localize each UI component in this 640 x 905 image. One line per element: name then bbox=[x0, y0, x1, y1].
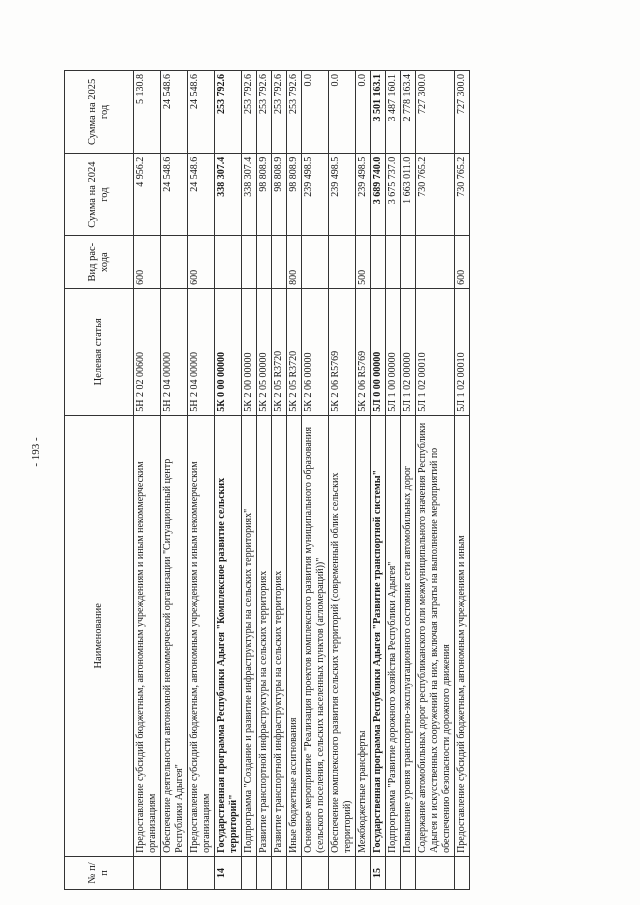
table-row bbox=[134, 71, 161, 890]
row-code: 5Л 1 00 00000 bbox=[386, 288, 401, 415]
row-sum-2025: 727 300.0 bbox=[416, 71, 455, 154]
header-sum-2024: Сумма на 2024 год bbox=[65, 153, 134, 236]
row-name: Обеспечение комплексного развития сельских территорий (современный облик сельских территорий) bbox=[329, 415, 356, 856]
table-row bbox=[215, 71, 242, 890]
page-number-text: - 193 - bbox=[30, 437, 42, 467]
row-sum-2025: 3 487 160.1 bbox=[386, 71, 401, 154]
table-row bbox=[242, 71, 257, 890]
table-header-row bbox=[65, 71, 134, 890]
header-index: № п/п bbox=[65, 856, 134, 889]
row-sum-2024: 3 689 740.0 bbox=[371, 153, 386, 236]
table-row bbox=[329, 71, 356, 890]
row-sum-2024: 4 956.2 bbox=[134, 153, 161, 236]
row-kind bbox=[371, 236, 386, 288]
row-sum-2024: 1 663 011.0 bbox=[401, 153, 416, 236]
table-row bbox=[386, 71, 401, 890]
row-code: 5Н 2 04 00000 bbox=[188, 288, 215, 415]
row-sum-2025: 253 792.6 bbox=[215, 71, 242, 154]
budget-table-container bbox=[64, 70, 549, 890]
row-sum-2024: 338 307.4 bbox=[215, 153, 242, 236]
row-code: 5К 2 00 00000 bbox=[242, 288, 257, 415]
header-kind: Вид рас-хода bbox=[65, 236, 134, 288]
row-sum-2025: 253 792.6 bbox=[257, 71, 272, 154]
row-sum-2025: 2 778 163.4 bbox=[401, 71, 416, 154]
row-kind bbox=[386, 236, 401, 288]
table-row bbox=[272, 71, 287, 890]
row-index bbox=[401, 856, 416, 889]
row-kind bbox=[257, 236, 272, 288]
row-sum-2025: 727 300.0 bbox=[455, 71, 470, 154]
row-code: 5Н 2 02 00600 bbox=[134, 288, 161, 415]
row-sum-2025: 0.0 bbox=[356, 71, 371, 154]
table-row bbox=[287, 71, 302, 890]
row-code: 5Л 1 02 00010 bbox=[455, 288, 470, 415]
row-sum-2024: 3 675 737.0 bbox=[386, 153, 401, 236]
row-kind: 600 bbox=[188, 236, 215, 288]
row-sum-2024: 239 498.5 bbox=[356, 153, 371, 236]
row-kind: 500 bbox=[356, 236, 371, 288]
row-name: Содержание автомобильных дорог республиканского или межмуниципального значения Республики Адыгея и искусственных сооружений на них, включая затраты на выполнение мероприятий по обеспечению безопасности дорожного движения bbox=[416, 415, 455, 856]
table-row bbox=[455, 71, 470, 890]
header-name: Наименование bbox=[65, 415, 134, 856]
row-sum-2024: 98 808.9 bbox=[287, 153, 302, 236]
row-sum-2025: 0.0 bbox=[302, 71, 329, 154]
row-name: Развитие транспортной инфраструктуры на сельских территориях bbox=[272, 415, 287, 856]
row-name: Основное мероприятие "Реализация проектов комплексного развития муниципального образования (сельского поселения, сельских населенных пунктов (агломераций))" bbox=[302, 415, 329, 856]
row-name: Государственная программа Республики Адыгея "Комплексное развитие сельских территорий" bbox=[215, 415, 242, 856]
row-code: 5К 2 05 R3720 bbox=[272, 288, 287, 415]
row-index bbox=[455, 856, 470, 889]
row-kind bbox=[302, 236, 329, 288]
row-code: 5К 2 05 R3720 bbox=[287, 288, 302, 415]
row-sum-2025: 253 792.6 bbox=[287, 71, 302, 154]
row-kind bbox=[215, 236, 242, 288]
row-code: 5Л 1 02 00010 bbox=[416, 288, 455, 415]
row-code: 5Л 1 02 00000 bbox=[401, 288, 416, 415]
row-name: Предоставление субсидий бюджетным, автономным учреждениям и иным некоммерческим организациям bbox=[188, 415, 215, 856]
row-sum-2025: 5 130.8 bbox=[134, 71, 161, 154]
row-index bbox=[329, 856, 356, 889]
table-row bbox=[188, 71, 215, 890]
row-index: 14 bbox=[215, 856, 242, 889]
row-sum-2024: 730 765.2 bbox=[455, 153, 470, 236]
row-sum-2025: 253 792.6 bbox=[242, 71, 257, 154]
row-index bbox=[242, 856, 257, 889]
row-index bbox=[257, 856, 272, 889]
row-name: Обеспечение деятельности автономной некоммерческой организации "Ситуационный центр Республики Адыгея" bbox=[161, 415, 188, 856]
row-name: Иные бюджетные ассигнования bbox=[287, 415, 302, 856]
row-kind bbox=[161, 236, 188, 288]
row-code: 5К 2 06 R5769 bbox=[329, 288, 356, 415]
row-name: Государственная программа Республики Адыгея "Развитие транспортной системы" bbox=[371, 415, 386, 856]
row-index bbox=[161, 856, 188, 889]
row-sum-2024: 730 765.2 bbox=[416, 153, 455, 236]
header-sum-2025: Сумма на 2025 год bbox=[65, 71, 134, 154]
row-code: 5К 2 06 00000 bbox=[302, 288, 329, 415]
row-kind bbox=[416, 236, 455, 288]
table-row bbox=[416, 71, 455, 890]
row-sum-2025: 253 792.6 bbox=[272, 71, 287, 154]
row-code: 5К 0 00 00000 bbox=[215, 288, 242, 415]
row-sum-2024: 24 548.6 bbox=[188, 153, 215, 236]
row-name: Предоставление субсидий бюджетным, автономным учреждениям и иным bbox=[455, 415, 470, 856]
row-kind bbox=[401, 236, 416, 288]
row-sum-2024: 338 307.4 bbox=[242, 153, 257, 236]
budget-table bbox=[64, 70, 470, 890]
table-row bbox=[371, 71, 386, 890]
row-kind: 600 bbox=[134, 236, 161, 288]
row-index bbox=[386, 856, 401, 889]
row-name: Подпрограмма "Развитие дорожного хозяйства Республики Адыгея" bbox=[386, 415, 401, 856]
row-sum-2025: 3 501 163.1 bbox=[371, 71, 386, 154]
table-row bbox=[356, 71, 371, 890]
row-index bbox=[188, 856, 215, 889]
row-name: Повышение уровня транспортно-эксплуатационного состояния сети автомобильных дорог bbox=[401, 415, 416, 856]
table-row bbox=[401, 71, 416, 890]
row-code: 5Л 0 00 00000 bbox=[371, 288, 386, 415]
row-name: Межбюджетные трансферты bbox=[356, 415, 371, 856]
row-code: 5К 2 06 R5769 bbox=[356, 288, 371, 415]
row-kind: 800 bbox=[287, 236, 302, 288]
row-index bbox=[272, 856, 287, 889]
row-index bbox=[134, 856, 161, 889]
row-kind: 600 bbox=[455, 236, 470, 288]
row-sum-2024: 98 808.9 bbox=[272, 153, 287, 236]
row-code: 5К 2 05 00000 bbox=[257, 288, 272, 415]
row-sum-2024: 239 498.5 bbox=[302, 153, 329, 236]
row-name: Предоставление субсидий бюджетным, автономным учреждениям и иным некоммерческим организациям bbox=[134, 415, 161, 856]
row-name: Подпрограмма "Создание и развитие инфраструктуры на сельских территориях" bbox=[242, 415, 257, 856]
table-row bbox=[161, 71, 188, 890]
table-body bbox=[134, 71, 470, 890]
table-row bbox=[257, 71, 272, 890]
row-index: 15 bbox=[371, 856, 386, 889]
row-sum-2024: 98 808.9 bbox=[257, 153, 272, 236]
row-code: 5Н 2 04 00000 bbox=[161, 288, 188, 415]
row-sum-2024: 239 498.5 bbox=[329, 153, 356, 236]
header-code: Целевая статья bbox=[65, 288, 134, 415]
row-sum-2025: 24 548.6 bbox=[188, 71, 215, 154]
row-kind bbox=[329, 236, 356, 288]
row-sum-2025: 24 548.6 bbox=[161, 71, 188, 154]
row-index bbox=[287, 856, 302, 889]
row-index bbox=[302, 856, 329, 889]
row-kind bbox=[242, 236, 257, 288]
row-sum-2025: 0.0 bbox=[329, 71, 356, 154]
table-row bbox=[302, 71, 329, 890]
row-index bbox=[356, 856, 371, 889]
row-sum-2024: 24 548.6 bbox=[161, 153, 188, 236]
row-name: Развитие транспортной инфраструктуры на сельских территориях bbox=[257, 415, 272, 856]
row-kind bbox=[272, 236, 287, 288]
row-index bbox=[416, 856, 455, 889]
